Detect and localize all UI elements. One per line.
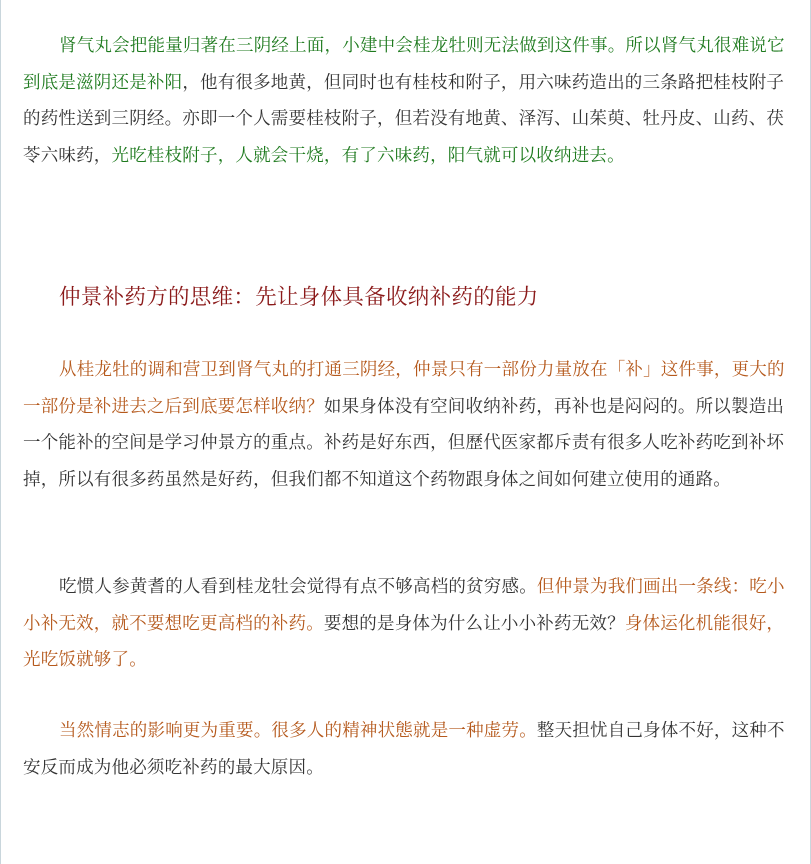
highlight-text: 光吃桂枝附子，人就会干烧，有了六味药，阳气就可以收纳进去。 (111, 145, 625, 166)
body-text: 吃惯人参黄耆的人看到桂龙牡会觉得有点不够高档的贫穷感。 (59, 577, 537, 597)
paragraph-emotion-influence (23, 713, 793, 786)
highlight-text: 肾气丸会把能量归著在三阴经上面，小建中会桂龙牡则无法做到这件事。所以肾气丸很难说它到底是滋阴还是补阳 (23, 36, 785, 93)
highlight-text: 身体运化机能很好，光吃饭就够了。 (23, 613, 785, 670)
highlight-text: 从桂龙牡的调和营卫到肾气丸的打通三阴经，仲景只有一部份力量放在「补」这件事，更大的一部份是补进去之后到底要怎样收纳？ (23, 360, 785, 417)
body-text: 如果身体没有空间收纳补药，再补也是闷闷的。所以製造出一个能补的空间是学习仲景方的重点。补药是好东西，但歷代医家都斥责有很多人吃补药吃到补坏掉，所以有很多药虽然是好药，但我们都不知道这个药物跟身体之间如何建立使用的通路。 (23, 396, 785, 490)
paragraph-shenqi-pill (23, 28, 793, 174)
highlight-text: 但仲景为我们画出一条线：吃小小补无效，就不要想吃更高档的补药。 (23, 577, 785, 634)
body-text: 整天担忧自己身体不好，这种不安反而成为他必须吃补药的最大原因。 (23, 721, 785, 778)
body-text: 要想的是身体为什么让小小补药无效？ (323, 613, 625, 634)
highlight-text: 当然情志的影响更为重要。很多人的精神状態就是一种虚劳。 (59, 721, 537, 741)
section-heading: 仲景补药方的思维：先让身体具备收纳补药的能力 (59, 285, 539, 310)
body-text: ，他有很多地黄，但同时也有桂枝和附子，用六味药造出的三条路把桂枝附子的药性送到三阴经。亦即一个人需要桂枝附子，但若没有地黄、泽泻、山茱萸、牡丹皮、山药、茯苓六味药， (23, 72, 785, 166)
paragraph-tonic-absorption (23, 352, 793, 498)
paragraph-ginseng-habit (23, 569, 793, 679)
